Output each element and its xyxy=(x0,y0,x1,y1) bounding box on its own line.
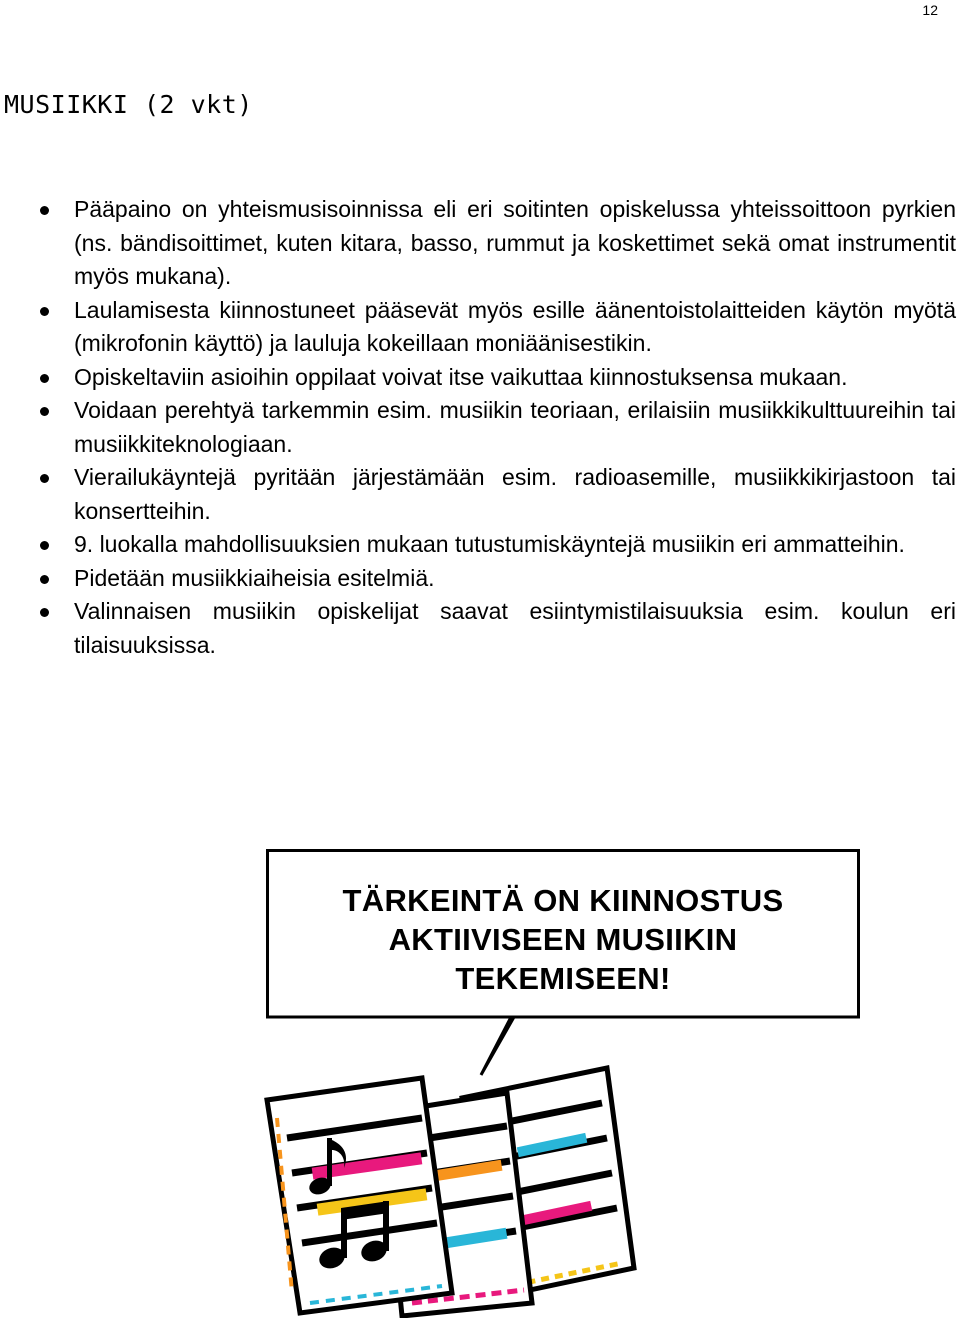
sheet-front xyxy=(267,1078,452,1313)
list-item xyxy=(0,595,960,662)
bullet-icon xyxy=(40,474,49,483)
callout-text xyxy=(266,881,860,998)
list-item xyxy=(0,461,960,528)
list-item-text: Opiskeltaviin asioihin oppilaat voivat itse vaikuttaa kiinnostuksensa mukaan. xyxy=(74,363,848,390)
list-item-text: 9. luokalla mahdollisuuksien mukaan tutustumiskäyntejä musiikin eri ammatteihin. xyxy=(74,531,905,557)
list-item xyxy=(0,193,960,294)
list-item xyxy=(0,394,960,461)
callout-box xyxy=(266,849,860,1077)
bullet-icon xyxy=(40,374,49,383)
bullet-icon xyxy=(40,608,49,617)
list-item-text: Pidetään musiikkiaiheisia esitelmiä. xyxy=(74,564,435,591)
bullet-icon xyxy=(40,307,49,316)
list-item-text: Pääpaino on yhteismusisoinnissa eli eri soitinten opiskelussa yhteissoittoon pyrkien (ns. bändisoittimet, kuten kitara, basso, rummut ja koskettimet sekä omat instrumentit myös mukana). xyxy=(74,196,956,289)
list-item-text: Laulamisesta kiinnostuneet pääsevät myös esille äänentoistolaitteiden käytön myötä (mikrofonin käyttö) ja lauluja kokeillaan moniäänisestikin. xyxy=(74,296,956,356)
sheet-music-icon xyxy=(262,1058,642,1318)
list-item xyxy=(0,294,960,361)
bullet-list xyxy=(0,193,960,662)
list-item xyxy=(0,562,960,596)
list-item-text: Vierailukäyntejä pyritään järjestämään esim. radioasemille, musiikkikirjastoon tai konsertteihin. xyxy=(74,464,956,524)
bullet-icon xyxy=(40,206,49,215)
callout-line-1: TÄRKEINTÄ ON KIINNOSTUS xyxy=(342,883,784,918)
bullet-icon xyxy=(40,407,49,416)
page-title: MUSIIKKI (2 vkt) xyxy=(4,90,253,119)
page-number: 12 xyxy=(922,2,938,18)
callout-line-2: AKTIIVISEEN MUSIIKIN xyxy=(388,922,738,957)
callout-line-3: TEKEMISEEN! xyxy=(455,961,671,996)
list-item-text: Voidaan perehtyä tarkemmin esim. musiikin teoriaan, erilaisiin musiikkikulttuureihin tai musiikkiteknologiaan. xyxy=(74,397,956,457)
bullet-icon xyxy=(40,541,49,550)
bullet-icon xyxy=(40,575,49,584)
list-item xyxy=(0,528,960,562)
list-item-text: Valinnaisen musiikin opiskelijat saavat esiintymistilaisuuksia esim. koulun eri tilaisuuksissa. xyxy=(74,598,956,658)
list-item xyxy=(0,361,960,395)
